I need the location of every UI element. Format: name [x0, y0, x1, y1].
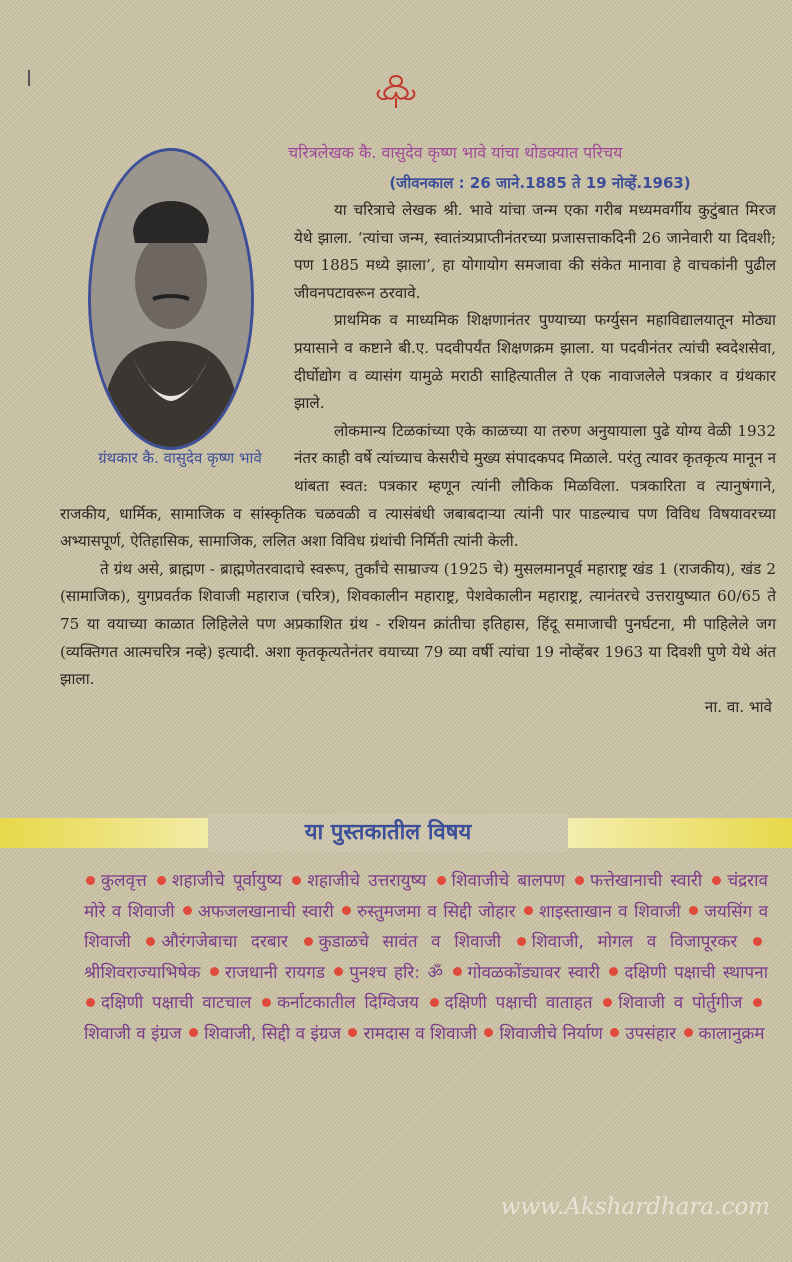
topic-item: [155, 871, 282, 891]
topic-label: अफजलखानाची स्वारी: [198, 901, 334, 922]
topic-item: [302, 932, 501, 952]
topic-label: रुस्तुमजमा व सिद्दी जोहार: [357, 901, 516, 922]
topic-label: श्रीशिवराज्याभिषेक: [84, 962, 201, 983]
biography-text: [60, 197, 776, 721]
topic-item: [607, 963, 768, 983]
topic-label: शिवाजी, सिद्दी व इंग्रज: [204, 1023, 342, 1044]
topic-label: शिवाजी व पोर्तुगीज: [618, 993, 743, 1013]
bullet-icon: [603, 998, 612, 1007]
topic-item: [346, 1024, 477, 1044]
bullet-icon: [157, 876, 166, 885]
topic-label: शाइस्ताखान व शिवाजी: [539, 901, 681, 922]
bio-paragraph: या चरित्राचे लेखक श्री. भावे यांचा जन्म एका गरीब मध्यमवर्गीय कुटुंबात मिरज येथे झाला. ‘त्यांचा जन्म, स्वातंत्र्यप्राप्तीनंतरच्या प्रजासत्ताकदिनी 26 जानेवारी या दिवशी; पण 1885 मध्ये झाला’, हा योगायोग समजावा की संकेत मानावा हे वाचकांनी पुढील जीवनपटावरून ठरवावे.: [294, 201, 776, 302]
topic-label: शहाजीचे उत्तरायुष्य: [307, 871, 427, 891]
topic-label: जयसिंग व शिवाजी: [84, 901, 769, 952]
bullet-icon: [262, 998, 271, 1007]
topic-item: [208, 963, 325, 983]
bullet-icon: [712, 876, 721, 885]
topic-label: शहाजीचे पूर्वायुष्य: [171, 871, 283, 891]
topic-label: कुडाळचे सावंत व शिवाजी: [318, 932, 502, 952]
bullet-icon: [183, 906, 192, 915]
topics-list: [84, 866, 768, 1049]
bullet-icon: [348, 1028, 357, 1037]
topic-label: शिवाजीचे निर्याण: [499, 1023, 603, 1044]
topic-item: [187, 1024, 341, 1044]
topic-label: उपसंहार: [625, 1023, 677, 1044]
bullet-icon: [430, 998, 439, 1007]
watermark: www.Akshardhara.com: [500, 1194, 770, 1220]
topic-item: [340, 902, 515, 922]
bullet-icon: [453, 967, 462, 976]
topic-label: फत्तेखानाची स्वारी: [590, 871, 703, 891]
bullet-icon: [437, 876, 446, 885]
bio-paragraph: लोकमान्य टिळकांच्या एके काळच्या या तरुण अनुयायाला पुढे योग्य वेळी 1932 नंतर काही वर्षे त्यांच्याच केसरीचे मुख्य संपादकपद मिळाले. परंतु त्यावर कृतकृत्य मानून न थांबता स्वत: पत्रकार म्हणून त्यांनी लौकिक मिळविला. पत्रकारिता व त्यानुषंगाने, राजकीय, धार्मिक, सामाजिक व सांस्कृतिक चळवळी व त्यासंबंधी जबाबदाऱ्या त्यांनी पार पाडल्याच पण विविध विषयावरच्या अभ्यासपूर्ण, ऐतिहासिक, सामाजिक, ललित अशा विविध ग्रंथांची निर्मिती त्यांनी केली.: [60, 421, 776, 551]
topic-label: रामदास व शिवाजी: [363, 1023, 477, 1044]
topic-item: [608, 1024, 676, 1044]
topic-label: चंद्रराव मोरे व शिवाजी: [84, 871, 768, 922]
topic-label: औरंगजेबाचा दरबार: [161, 932, 288, 952]
topic-label: दक्षिणी पक्षाची स्थापना: [624, 962, 769, 983]
bullet-icon: [189, 1028, 198, 1037]
topic-item: [144, 932, 288, 952]
topic-item: [181, 902, 334, 922]
bullet-icon: [684, 1028, 693, 1037]
topic-item: [482, 1024, 602, 1044]
ornament-icon: [366, 72, 426, 112]
bullet-icon: [342, 906, 351, 915]
contents-title: या पुस्तकातील विषय: [208, 814, 568, 852]
bullet-icon: [753, 998, 762, 1007]
bullet-icon: [517, 937, 526, 946]
bullet-icon: [484, 1028, 493, 1037]
bullet-icon: [753, 937, 762, 946]
bullet-icon: [334, 967, 343, 976]
topic-item: [682, 1024, 765, 1044]
bullet-icon: [146, 937, 155, 946]
topic-label: राजधानी रायगड: [224, 962, 325, 983]
bio-heading: चरित्रलेखक कै. वासुदेव कृष्ण भावे यांचा थोडक्यात परिचय: [288, 143, 623, 162]
bullet-icon: [575, 876, 584, 885]
signature: ना. वा. भावे: [704, 697, 772, 716]
portrait-caption: ग्रंथकार कै. वासुदेव कृष्ण भावे: [98, 449, 262, 467]
topic-label: कालानुक्रम: [698, 1023, 765, 1044]
topic-item: [428, 993, 593, 1013]
topic-item: [84, 993, 251, 1013]
topic-label: कुलवृत्त: [101, 871, 147, 891]
topic-item: [260, 993, 419, 1013]
bullet-icon: [210, 967, 219, 976]
topic-label: गोवळकोंड्यावर स्वारी: [467, 962, 600, 983]
lifespan: (जीवनकाल : 26 जाने.1885 ते 19 नोव्हें.1963): [389, 174, 691, 192]
bio-paragraph: ते ग्रंथ असे, ब्राह्मण - ब्राह्मणेतरवादाचे स्वरूप, तुर्कांचे साम्राज्य (1925 चे) मुसलमानपूर्व महाराष्ट्र खंड 1 (राजकीय), खंड 2 (सामाजिक), युगप्रवर्तक शिवाजी महाराज (चरित्र), शिवकालीन महाराष्ट्र, पेशवेकालीन महाराष्ट्र, त्यानंतरचे उत्तरायुष्यात 60/65 ते 75 या वयाच्या काळात लिहिलेले पण अप्रकाशित ग्रंथ - रशियन क्रांतीचा इतिहास, हिंदू समाजाची पुनर्घटना, मी पाहिलेले जग (व्यक्तिगत आत्मचरित्र नव्हे) इत्यादी. अशा कृतकृत्यतेनंतर वयाच्या 79 व्या वर्षी त्यांचा 19 नोव्हेंबर 1963 या दिवशी पुणे येथे अंत झाला.: [60, 559, 776, 689]
bullet-icon: [524, 906, 533, 915]
page-edge-mark: [28, 70, 30, 86]
topic-label: कर्नाटकातील दिग्विजय: [277, 993, 419, 1013]
topic-label: दक्षिणी पक्षाची वाटचाल: [101, 993, 252, 1013]
topic-item: [84, 871, 147, 891]
topic-item: [515, 932, 738, 952]
topic-item: [601, 993, 742, 1013]
bullet-icon: [86, 876, 95, 885]
topic-label: शिवाजीचे बालपण: [451, 871, 565, 891]
topic-label: शिवाजी, मोगल व विजापूरकर: [531, 932, 738, 952]
bullet-icon: [304, 937, 313, 946]
topic-item: [290, 871, 426, 891]
topic-item: [435, 871, 565, 891]
topic-item: [451, 963, 600, 983]
bullet-icon: [610, 1028, 619, 1037]
topic-item: [573, 871, 702, 891]
bullet-icon: [86, 998, 95, 1007]
bio-paragraph: प्राथमिक व माध्यमिक शिक्षणानंतर पुण्याच्या फर्ग्युसन महाविद्यालयातून मोठ्या प्रयासाने व कष्टाने बी.ए. पदवीपर्यंत शिक्षणक्रम झाला. या पदवीनंतर त्यांची स्वदेशसेवा, दीर्घोद्योग व व्यासंग यामुळे मराठी साहित्यातील ते एक नावाजलेले पत्रकार व ग्रंथकार झाले.: [294, 311, 776, 413]
topic-label: पुनश्च हरि: ॐ: [349, 962, 444, 983]
bullet-icon: [609, 967, 618, 976]
bullet-icon: [292, 876, 301, 885]
topic-label: दक्षिणी पक्षाची वाताहत: [444, 993, 593, 1013]
bullet-icon: [689, 906, 698, 915]
topic-label: शिवाजी व इंग्रज: [84, 1023, 182, 1044]
topic-item: [522, 902, 681, 922]
topic-item: [332, 963, 443, 983]
